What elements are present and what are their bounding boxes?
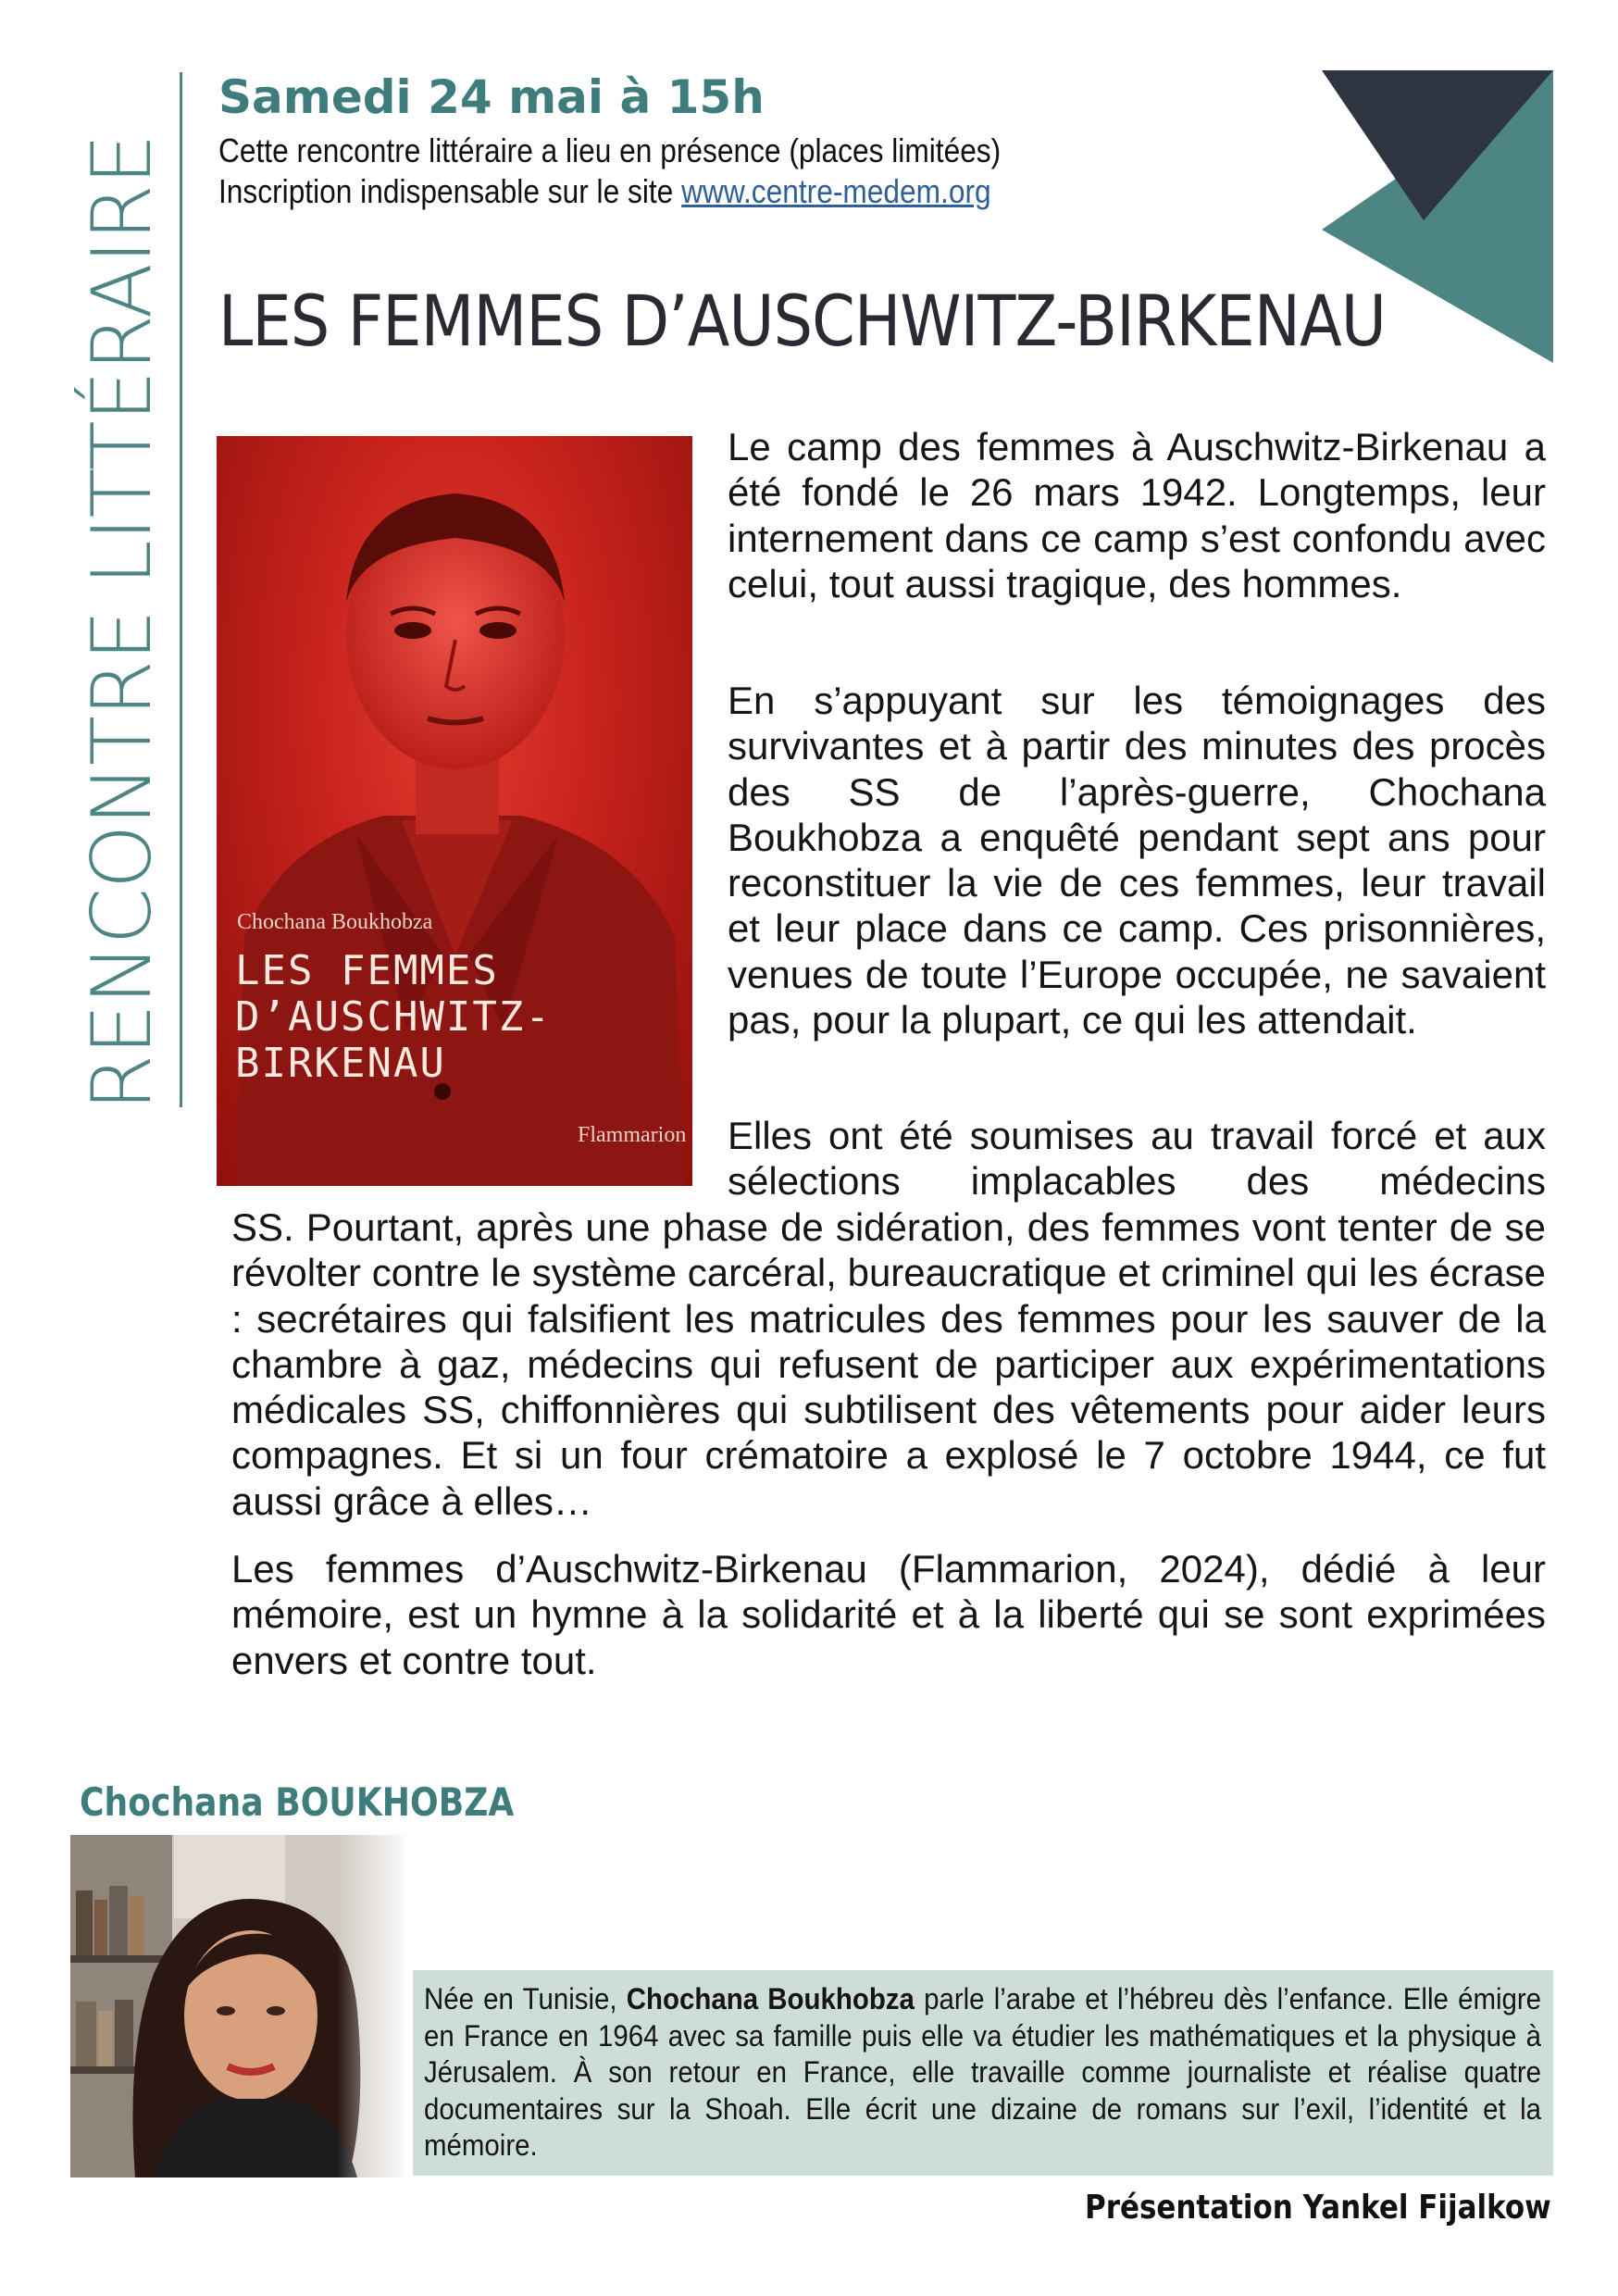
author-bio xyxy=(424,1981,1541,2165)
presenter-credit: Présentation Yankel Fijalkow xyxy=(1085,2189,1551,2227)
page-title: LES FEMMES D’AUSCHWITZ-BIRKENAU xyxy=(218,280,1386,362)
book-cover xyxy=(217,436,692,1186)
author-bio-box xyxy=(413,1970,1553,2176)
body-paragraph: Elles ont été soumises au travail forcé et aux sélections implacables des médecins xyxy=(728,1114,1546,1204)
side-divider xyxy=(180,72,182,1107)
bio-rest: parle l’arabe et l’hébreu dès l’enfance. Elle émigre en France en 1964 avec sa famille puis elle va étudier les mathématiques et la physique à Jérusalem. À son retour en France, elle travaille comme journaliste et réalise quatre documentaires sur la Shoah. Elle écrit une dizaine de romans sur l’exil, l’identité et la mémoire. xyxy=(424,1982,1542,2162)
website-link[interactable]: www.centre-medem.org xyxy=(681,172,991,210)
body-paragraph: Les femmes d’Auschwitz-Birkenau (Flammarion, 2024), dédié à leur mémoire, est un hymne à la solidarité et à la liberté qui se sont exprimées envers et contre tout. xyxy=(231,1547,1546,1682)
info-line-attendance: Cette rencontre littéraire a lieu en présence (places limitées) xyxy=(218,131,1002,169)
cover-author: Chochana Boukhobza xyxy=(237,910,433,934)
cover-title-line: D’AUSCHWITZ- xyxy=(235,993,552,1041)
body-paragraph: En s’appuyant sur les témoignages des survivantes et à partir des minutes des procès des SS de l’après-guerre, Chochana Boukhobza a enquêté pendant sept ans pour reconstituer la vie de ces femmes, leur travail et leur place dans ce camp. Ces prisonnières, venues de toute l’Europe occupée, ne savaient pas, pour la plupart, ce qui les attendait. xyxy=(728,679,1546,1042)
cover-title-line: LES FEMMES xyxy=(235,947,499,994)
info-line-registration xyxy=(218,172,991,211)
bio-prefix: Née en Tunisie, xyxy=(424,1982,627,2015)
body-paragraph: Le camp des femmes à Auschwitz-Birkenau a été fondé le 26 mars 1942. Longtemps, leur internement dans ce camp s’est confondu avec celui, tout aussi tragique, des hommes. xyxy=(728,425,1546,605)
author-photo xyxy=(70,1835,404,2177)
cover-title-line: BIRKENAU xyxy=(235,1040,446,1087)
event-date: Samedi 24 mai à 15h xyxy=(218,70,765,124)
side-title: RENCONTRE LITTÉRAIRE xyxy=(74,134,169,1111)
author-heading: Chochana BOUKHOBZA xyxy=(80,1779,515,1825)
author-portrait-image xyxy=(70,1835,404,2177)
registration-text: Inscription indispensable sur le site xyxy=(218,172,682,210)
bio-author-name: Chochana Boukhobza xyxy=(626,1982,915,2015)
cover-publisher: Flammarion xyxy=(578,1123,687,1147)
body-paragraph: SS. Pourtant, après une phase de sidération, des femmes vont tenter de se révolter contre le système carcéral, bureaucratique et criminel qui les écrase : secrétaires qui falsifient les matricules des femmes pour les sauver de la chambre à gaz, médecins qui refusent de participer aux expérimentations médicales SS, chiffonnières qui subtilisent des vêtements pour aider leurs compagnes. Et si un four crématoire a explosé le 7 octobre 1944, ce fut aussi grâce à elles… xyxy=(231,1205,1546,1523)
corner-decoration xyxy=(1322,70,1553,363)
